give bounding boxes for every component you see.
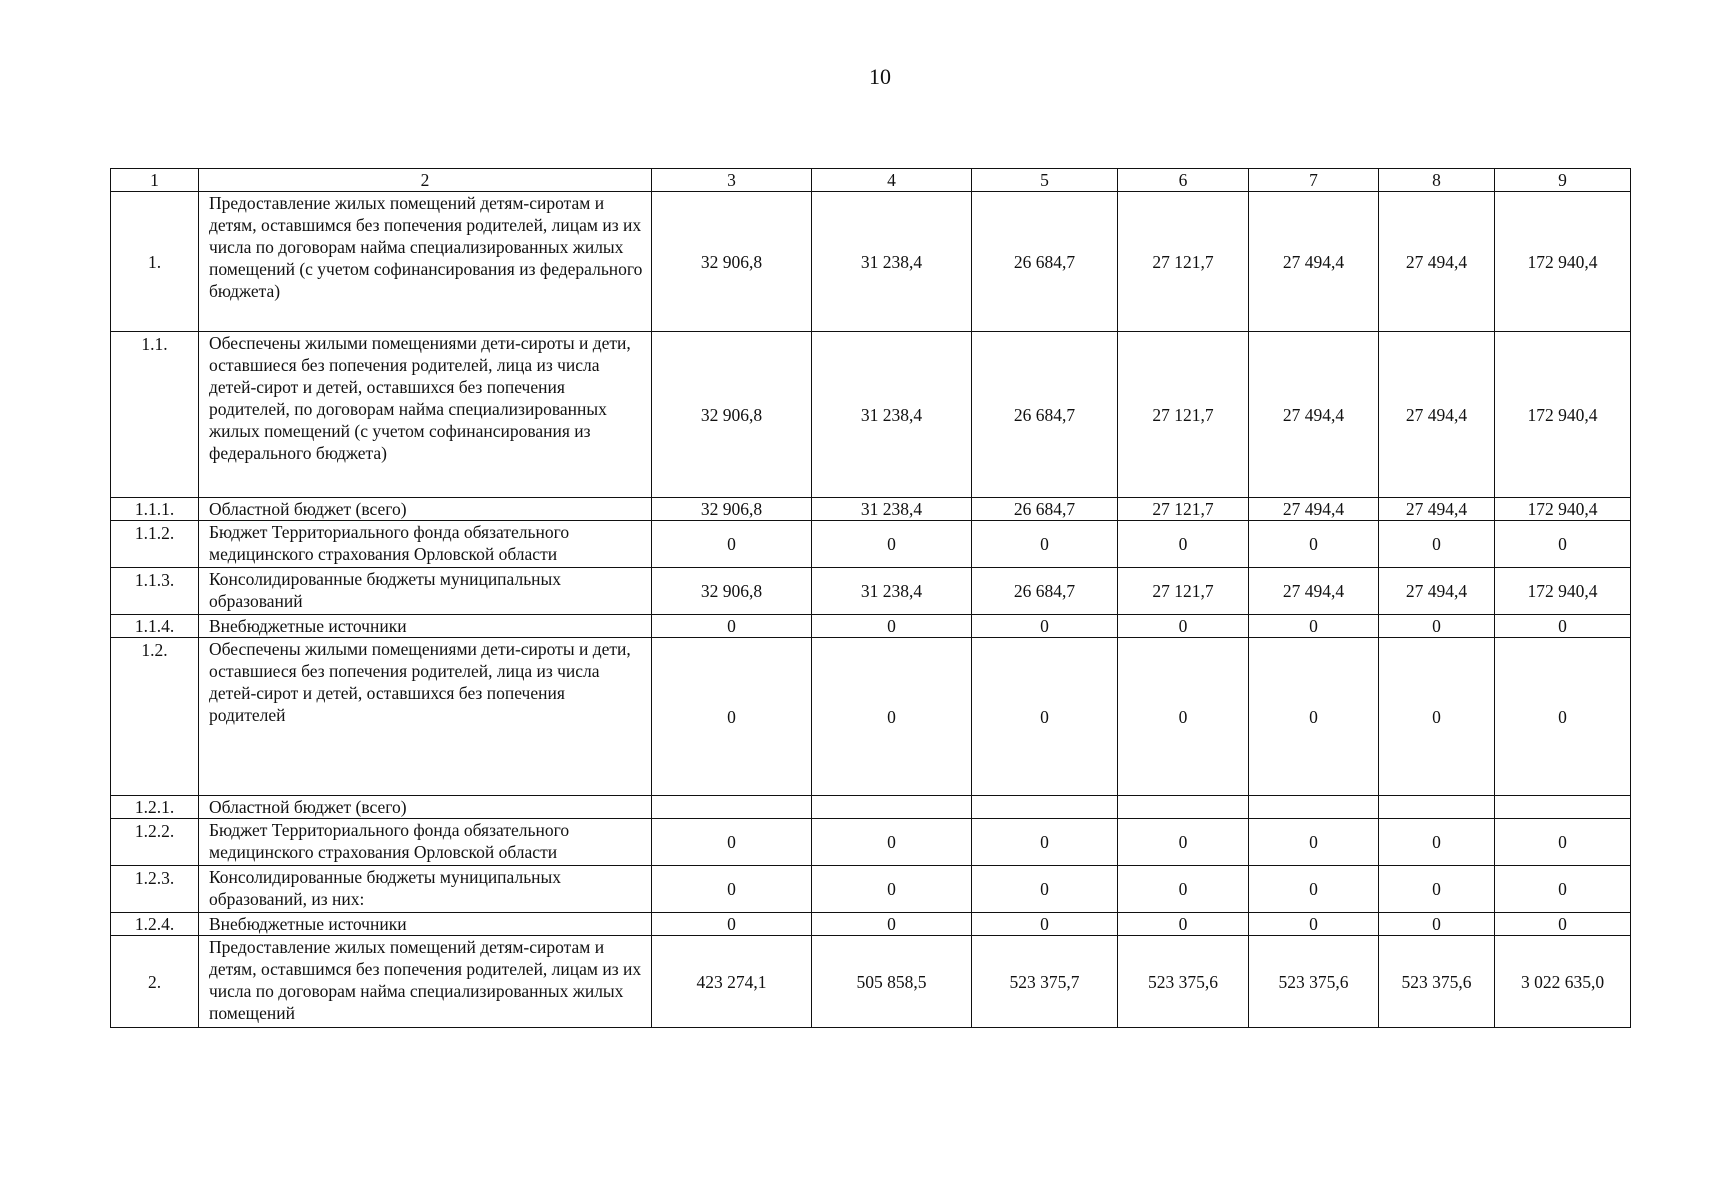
value-cell: 0 — [1495, 521, 1631, 568]
header-cell: 1 — [111, 169, 199, 192]
value-cell: 0 — [1379, 866, 1495, 913]
row-description: Бюджет Территориального фонда обязательного медицинского страхования Орловской области — [199, 819, 652, 866]
row-number: 1.1. — [111, 332, 199, 498]
value-cell: 31 238,4 — [812, 192, 972, 332]
row-description: Областной бюджет (всего) — [199, 796, 652, 819]
value-cell: 0 — [972, 913, 1118, 936]
header-cell: 5 — [972, 169, 1118, 192]
row-number: 1.2.4. — [111, 913, 199, 936]
value-cell: 0 — [1379, 819, 1495, 866]
value-cell: 0 — [1249, 819, 1379, 866]
row-number: 1.1.1. — [111, 498, 199, 521]
value-cell: 523 375,6 — [1118, 936, 1249, 1028]
value-cell: 27 121,7 — [1118, 568, 1249, 615]
value-cell: 27 494,4 — [1249, 332, 1379, 498]
header-cell: 7 — [1249, 169, 1379, 192]
value-cell: 26 684,7 — [972, 498, 1118, 521]
value-cell: 523 375,6 — [1249, 936, 1379, 1028]
value-cell: 0 — [1249, 521, 1379, 568]
header-cell: 4 — [812, 169, 972, 192]
value-cell: 0 — [812, 521, 972, 568]
value-cell: 0 — [812, 913, 972, 936]
page-number: 10 — [869, 64, 891, 89]
header-cell: 2 — [199, 169, 652, 192]
row-description: Бюджет Территориального фонда обязательного медицинского страхования Орловской области — [199, 521, 652, 568]
value-cell: 0 — [972, 866, 1118, 913]
value-cell: 0 — [1379, 913, 1495, 936]
row-description: Предоставление жилых помещений детям-сиротам и детям, оставшимся без попечения родителей, лицам из их числа по договорам найма специализированных жилых помещений (с учетом софинансирования из федерального бюджета) — [199, 192, 652, 332]
value-cell — [812, 796, 972, 819]
value-cell: 32 906,8 — [652, 498, 812, 521]
value-cell: 32 906,8 — [652, 192, 812, 332]
value-cell: 0 — [1495, 819, 1631, 866]
row-number: 1.2.2. — [111, 819, 199, 866]
value-cell: 0 — [1118, 615, 1249, 638]
row-number: 2. — [111, 936, 199, 1028]
value-cell: 0 — [1379, 638, 1495, 796]
value-cell: 26 684,7 — [972, 568, 1118, 615]
row-number: 1.1.3. — [111, 568, 199, 615]
value-cell: 0 — [1118, 913, 1249, 936]
table-row — [111, 866, 1631, 913]
table-row — [111, 819, 1631, 866]
value-cell: 0 — [812, 638, 972, 796]
value-cell: 523 375,7 — [972, 936, 1118, 1028]
value-cell: 27 121,7 — [1118, 498, 1249, 521]
row-number: 1.2.3. — [111, 866, 199, 913]
value-cell: 26 684,7 — [972, 192, 1118, 332]
row-description: Обеспечены жилыми помещениями дети-сироты и дети, оставшиеся без попечения родителей, лица из числа детей-сирот и детей, оставшихся без попечения родителей — [199, 638, 652, 796]
table-row — [111, 796, 1631, 819]
value-cell — [1249, 796, 1379, 819]
value-cell — [1118, 796, 1249, 819]
row-number: 1.2.1. — [111, 796, 199, 819]
value-cell: 172 940,4 — [1495, 192, 1631, 332]
value-cell: 32 906,8 — [652, 568, 812, 615]
row-description: Областной бюджет (всего) — [199, 498, 652, 521]
row-description: Консолидированные бюджеты муниципальных образований, из них: — [199, 866, 652, 913]
value-cell: 3 022 635,0 — [1495, 936, 1631, 1028]
value-cell: 0 — [1249, 913, 1379, 936]
row-number: 1.1.4. — [111, 615, 199, 638]
value-cell: 27 121,7 — [1118, 332, 1249, 498]
value-cell: 0 — [1249, 866, 1379, 913]
value-cell: 27 494,4 — [1379, 498, 1495, 521]
value-cell: 26 684,7 — [972, 332, 1118, 498]
value-cell: 0 — [1379, 521, 1495, 568]
table-row — [111, 192, 1631, 332]
table-row — [111, 638, 1631, 796]
value-cell — [652, 796, 812, 819]
value-cell — [1495, 796, 1631, 819]
value-cell: 0 — [652, 615, 812, 638]
value-cell: 0 — [1118, 866, 1249, 913]
table-row — [111, 568, 1631, 615]
value-cell: 0 — [1495, 638, 1631, 796]
value-cell: 0 — [972, 615, 1118, 638]
value-cell: 27 494,4 — [1379, 568, 1495, 615]
value-cell: 0 — [652, 521, 812, 568]
value-cell: 31 238,4 — [812, 568, 972, 615]
header-cell: 3 — [652, 169, 812, 192]
header-cell: 6 — [1118, 169, 1249, 192]
value-cell: 523 375,6 — [1379, 936, 1495, 1028]
value-cell: 0 — [1495, 615, 1631, 638]
value-cell: 27 494,4 — [1379, 332, 1495, 498]
value-cell: 0 — [812, 819, 972, 866]
value-cell: 0 — [1118, 638, 1249, 796]
value-cell: 0 — [652, 913, 812, 936]
value-cell: 32 906,8 — [652, 332, 812, 498]
row-number: 1.1.2. — [111, 521, 199, 568]
table-row — [111, 936, 1631, 1028]
table-row — [111, 521, 1631, 568]
value-cell: 0 — [1379, 615, 1495, 638]
value-cell: 172 940,4 — [1495, 498, 1631, 521]
header-cell: 8 — [1379, 169, 1495, 192]
value-cell: 505 858,5 — [812, 936, 972, 1028]
row-description: Обеспечены жилыми помещениями дети-сироты и дети, оставшиеся без попечения родителей, лица из числа детей-сирот и детей, оставшихся без попечения родителей, по договорам найма специализированных жилых помещений (с учетом софинансирования из федерального бюджета) — [199, 332, 652, 498]
value-cell: 0 — [1495, 913, 1631, 936]
value-cell: 0 — [652, 819, 812, 866]
value-cell: 0 — [652, 638, 812, 796]
table-row — [111, 332, 1631, 498]
value-cell: 0 — [1118, 521, 1249, 568]
value-cell: 27 494,4 — [1379, 192, 1495, 332]
value-cell: 172 940,4 — [1495, 332, 1631, 498]
value-cell: 27 494,4 — [1249, 192, 1379, 332]
value-cell: 27 121,7 — [1118, 192, 1249, 332]
value-cell: 0 — [1249, 638, 1379, 796]
row-number: 1.2. — [111, 638, 199, 796]
value-cell: 0 — [1495, 866, 1631, 913]
row-description: Внебюджетные источники — [199, 913, 652, 936]
table-row — [111, 498, 1631, 521]
value-cell: 0 — [972, 819, 1118, 866]
value-cell: 172 940,4 — [1495, 568, 1631, 615]
value-cell: 0 — [812, 615, 972, 638]
table-row — [111, 913, 1631, 936]
value-cell — [972, 796, 1118, 819]
row-description: Предоставление жилых помещений детям-сиротам и детям, оставшимся без попечения родителей, лицам из их числа по договорам найма специализированных жилых помещений — [199, 936, 652, 1028]
header-row — [111, 169, 1631, 192]
row-description: Внебюджетные источники — [199, 615, 652, 638]
value-cell: 27 494,4 — [1249, 568, 1379, 615]
value-cell: 27 494,4 — [1249, 498, 1379, 521]
table-row — [111, 615, 1631, 638]
value-cell — [1379, 796, 1495, 819]
row-number: 1. — [111, 192, 199, 332]
value-cell: 0 — [652, 866, 812, 913]
value-cell: 31 238,4 — [812, 332, 972, 498]
budget-table — [110, 168, 1631, 1028]
value-cell: 0 — [972, 521, 1118, 568]
value-cell: 423 274,1 — [652, 936, 812, 1028]
value-cell: 0 — [1249, 615, 1379, 638]
row-description: Консолидированные бюджеты муниципальных образований — [199, 568, 652, 615]
value-cell: 0 — [972, 638, 1118, 796]
header-cell: 9 — [1495, 169, 1631, 192]
value-cell: 0 — [1118, 819, 1249, 866]
value-cell: 0 — [812, 866, 972, 913]
value-cell: 31 238,4 — [812, 498, 972, 521]
